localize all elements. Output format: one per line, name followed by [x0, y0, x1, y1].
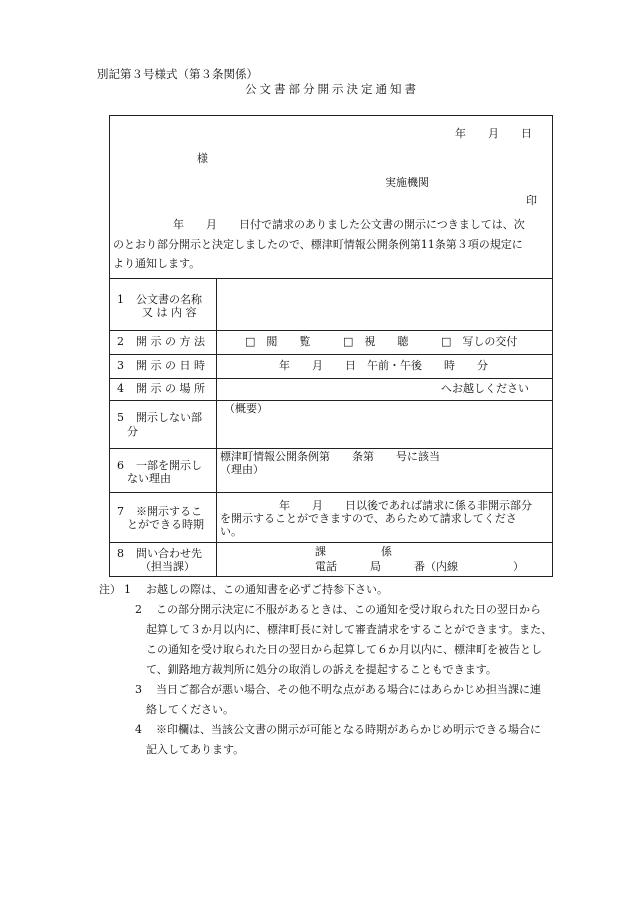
row-6-number: 6: [117, 459, 124, 472]
row-5-number: 5: [117, 411, 124, 424]
note-4-line-2: 記入してあります。: [146, 743, 245, 756]
row-5-label: 開示しない部: [136, 411, 202, 424]
disclosure-datetime-field[interactable]: 年 月 日 午前・午後 時 分: [279, 359, 488, 372]
available-time-text-3: い。: [220, 525, 242, 538]
row-1-label: 公文書の名称: [136, 293, 202, 306]
available-time-text-2: を開示することができますので、あらためて請求してくださ: [220, 512, 517, 525]
row-2-number: 2: [117, 335, 124, 348]
row-3-label: 開 示 の 日 時: [136, 359, 205, 372]
note-2-number: 2: [135, 603, 142, 616]
document-title: 公文書部分開示決定通知書: [245, 82, 419, 96]
reason-field[interactable]: （理由）: [220, 463, 264, 476]
row-divider: [110, 354, 552, 355]
row-2-label: 開 示 の 方 法: [136, 335, 205, 348]
row-7-label-2: とができる時期: [127, 518, 204, 531]
contact-section-field[interactable]: 課 係: [315, 545, 392, 558]
option-inspection-checkbox[interactable]: □ 閲 覧: [245, 335, 311, 348]
notes-prefix: 注）: [99, 583, 121, 596]
row-7-number: 7: [117, 505, 124, 518]
note-3-line-2: 絡してください。: [146, 703, 234, 716]
date-field: 年 月 日: [455, 127, 532, 140]
note-1-number: 1: [124, 583, 131, 596]
row-6-label-2: ない理由: [127, 472, 171, 485]
ordinance-article-field[interactable]: 標津町情報公開条例第 条第 号に該当: [220, 450, 440, 463]
option-viewing-checkbox[interactable]: □ 視 聴: [343, 335, 409, 348]
undisclosed-summary-field[interactable]: （概要）: [224, 402, 268, 415]
intro-line-3: より通知します。: [113, 257, 201, 270]
row-1-label-2: 又 は 内 容: [142, 306, 197, 319]
note-2-line-1: この部分開示決定に不服があるときは、この通知を受け取られた日の翌日から: [156, 603, 541, 616]
disclosure-place-field[interactable]: へお越しください: [441, 382, 529, 395]
row-7-label: ※開示するこ: [136, 505, 202, 518]
row-1-number: 1: [117, 293, 124, 306]
row-divider: [110, 542, 552, 543]
note-4-line-1: ※印欄は、当該公文書の開示が可能となる時期があらかじめ明示できる場合に: [156, 723, 541, 736]
intro-line-2: のとおり部分開示と決定しましたので、標津町情報公開条例第11条第３項の規定に: [113, 238, 523, 251]
row-6-label: 一部を開示し: [136, 459, 202, 472]
row-5-label-2: 分: [127, 425, 138, 438]
row-divider: [110, 400, 552, 401]
notice-form-frame: [109, 115, 553, 577]
row-4-number: 4: [117, 382, 124, 395]
note-2-line-3: この通知を受け取られた日の翌日から起算して６か月以内に、標津町を被告とし: [146, 643, 542, 656]
available-date-field[interactable]: 年 月 日以後であれば請求に係る非開示部分: [279, 499, 532, 512]
seal-mark: 印: [526, 194, 537, 207]
row-divider: [110, 278, 552, 279]
note-3-line-1: 当日ご都合が悪い場合、その他不明な点がある場合にはあらかじめ担当課に連: [156, 683, 541, 696]
row-divider: [110, 330, 552, 331]
row-8-label-2: （担当課）: [140, 560, 195, 573]
row-divider: [110, 448, 552, 449]
addressee-suffix: 様: [197, 152, 208, 165]
form-reference: 別記第３号様式（第３条関係）: [97, 67, 258, 81]
row-3-number: 3: [117, 359, 124, 372]
note-2-line-4: て、釧路地方裁判所に処分の取消しの訴えを提起することもできます。: [146, 663, 497, 676]
column-divider: [216, 278, 217, 576]
note-1-text: お越しの際は、この通知書を必ずご持参下さい。: [146, 583, 388, 596]
row-8-number: 8: [117, 547, 124, 560]
intro-line-1: 年 月 日付で請求のありました公文書の開示につきましては、次: [173, 218, 525, 231]
row-divider: [110, 378, 552, 379]
note-3-number: 3: [135, 683, 142, 696]
note-2-line-2: 起算して３か月以内に、標津町長に対して審査請求をすることができます。また、: [146, 623, 553, 636]
row-8-label: 問い合わせ先: [136, 547, 202, 560]
row-4-label: 開 示 の 場 所: [136, 382, 205, 395]
contact-phone-field[interactable]: 電話 局 番（内線 ）: [315, 560, 524, 573]
row-divider: [110, 492, 552, 493]
agency-label: 実施機関: [385, 176, 429, 189]
note-4-number: 4: [135, 723, 142, 736]
option-copy-checkbox[interactable]: □ 写しの交付: [441, 335, 518, 348]
